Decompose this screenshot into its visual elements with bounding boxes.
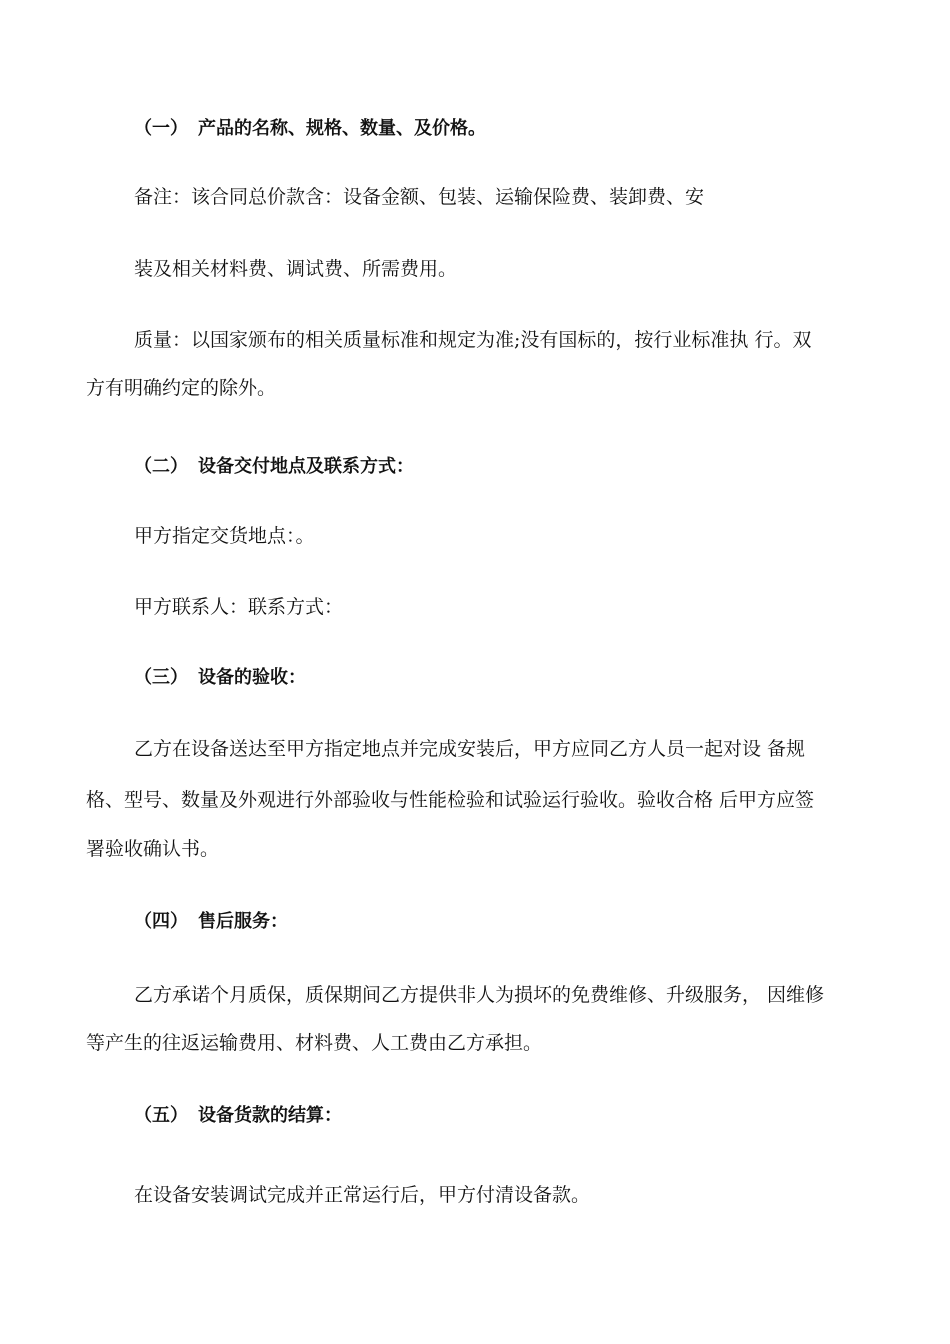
section-heading-1	[134, 117, 876, 141]
paragraph-line: 乙方在设备送达至甲方指定地点并完成安装后，甲方应同乙方人员一起对设 备规	[134, 738, 806, 760]
section-heading-4	[134, 910, 876, 934]
section-number: （三）	[134, 667, 188, 688]
section-title: 设备交付地点及联系方式：	[198, 456, 414, 477]
paragraph-line: 备注：该合同总价款含：设备金额、包装、运输保险费、装卸费、安	[134, 186, 705, 208]
paragraph-line: 方有明确约定的除外。	[86, 377, 277, 399]
section-number: （一）	[134, 118, 188, 139]
paragraph-line: 格、型号、数量及外观进行外部验收与性能检验和试验运行验收。验收合格 后甲方应签	[86, 789, 815, 811]
paragraph-line: 甲方指定交货地点：。	[134, 525, 315, 547]
paragraph-line: 装及相关材料费、调试费、所需费用。	[134, 258, 458, 280]
paragraph-line: 在设备安装调试完成并正常运行后，甲方付清设备款。	[134, 1184, 591, 1206]
paragraph-line: 乙方承诺个月质保，质保期间乙方提供非人为损坏的免费维修、升级服务， 因维修	[134, 984, 825, 1006]
section-heading-2	[134, 455, 876, 479]
paragraph-line: 质量：以国家颁布的相关质量标准和规定为准;没有国标的，按行业标准执 行。双	[134, 329, 812, 351]
section-title: 售后服务：	[198, 911, 288, 932]
section-heading-5	[134, 1104, 876, 1128]
section-heading-3	[134, 666, 876, 690]
section-title: 设备的验收：	[198, 667, 306, 688]
section-number: （四）	[134, 911, 188, 932]
paragraph-line: 甲方联系人：联系方式：	[134, 596, 344, 618]
section-number: （五）	[134, 1105, 188, 1126]
section-title: 设备货款的结算：	[198, 1105, 342, 1126]
section-title: 产品的名称、规格、数量、及价格。	[198, 118, 486, 139]
section-number: （二）	[134, 456, 188, 477]
paragraph-line: 等产生的往返运输费用、材料费、人工费由乙方承担。	[86, 1032, 543, 1054]
paragraph-line: 署验收确认书。	[86, 838, 220, 860]
